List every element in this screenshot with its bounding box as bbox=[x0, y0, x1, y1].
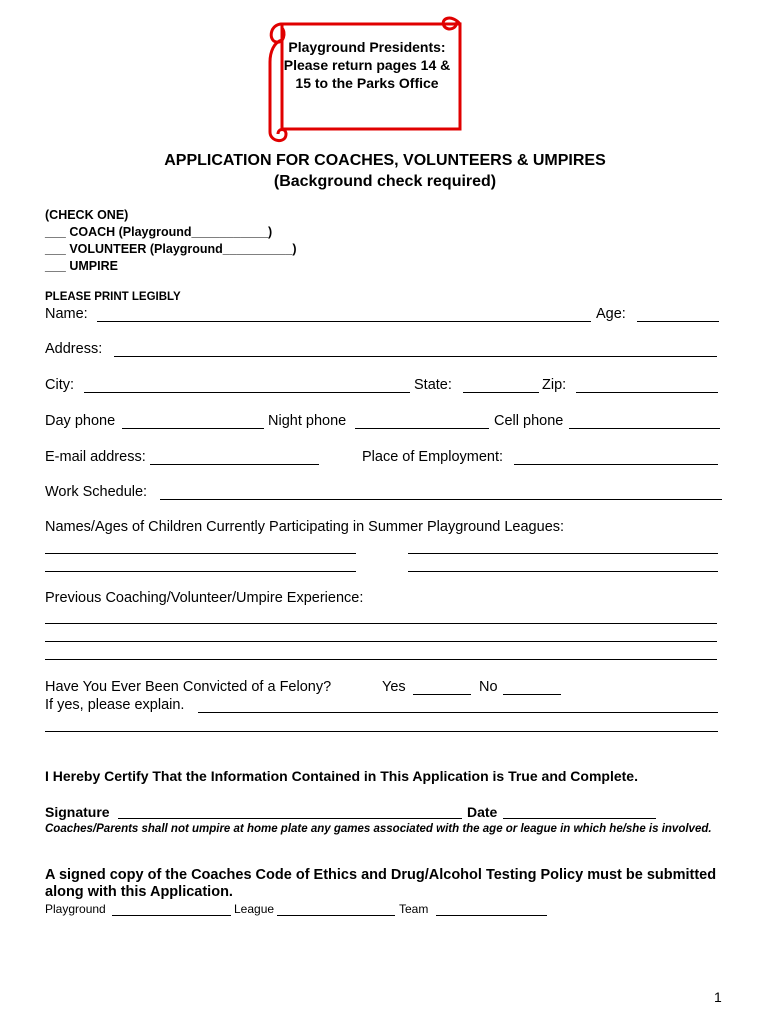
experience-field-3[interactable] bbox=[45, 659, 717, 660]
page-number: 1 bbox=[714, 989, 722, 1005]
playground-label: Playground bbox=[45, 902, 106, 916]
cell-phone-field[interactable] bbox=[569, 428, 720, 429]
city-field[interactable] bbox=[84, 392, 410, 393]
option-coach[interactable]: ___ COACH (Playground___________) bbox=[45, 225, 273, 239]
state-label: State: bbox=[414, 377, 452, 393]
email-field[interactable] bbox=[150, 464, 319, 465]
day-phone-label: Day phone bbox=[45, 413, 116, 429]
playground-field[interactable] bbox=[112, 915, 231, 916]
city-label: City: bbox=[45, 377, 74, 393]
work-schedule-label: Work Schedule: bbox=[45, 484, 148, 500]
banner-text: Playground Presidents: Please return pages 14 & 15 to the Parks Office bbox=[283, 39, 451, 91]
experience-label: Previous Coaching/Volunteer/Umpire Experience: bbox=[45, 590, 364, 606]
children-field-2[interactable] bbox=[408, 553, 718, 554]
ethics-note: A signed copy of the Coaches Code of Ethics and Drug/Alcohol Testing Policy must be submitted along with this Application. bbox=[45, 867, 717, 900]
date-label: Date bbox=[467, 804, 498, 820]
state-field[interactable] bbox=[463, 392, 539, 393]
address-label: Address: bbox=[45, 341, 103, 357]
certify-statement: I Hereby Certify That the Information Contained in This Application is True and Complete. bbox=[45, 768, 638, 784]
option-umpire[interactable]: ___ UMPIRE bbox=[45, 259, 118, 273]
felony-label: Have You Ever Been Convicted of a Felony? bbox=[45, 679, 332, 695]
signature-field[interactable] bbox=[118, 818, 462, 819]
day-phone-field[interactable] bbox=[122, 428, 264, 429]
league-label: League bbox=[234, 902, 275, 916]
email-label: E-mail address: bbox=[45, 449, 146, 465]
age-label: Age: bbox=[596, 306, 626, 322]
felony-no-label: No bbox=[479, 679, 498, 695]
option-volunteer[interactable]: ___ VOLUNTEER (Playground__________) bbox=[45, 242, 297, 256]
work-schedule-field[interactable] bbox=[160, 499, 722, 500]
name-field[interactable] bbox=[97, 321, 591, 322]
night-phone-label: Night phone bbox=[268, 413, 347, 429]
explain-field-2[interactable] bbox=[45, 731, 718, 732]
print-legibly-note: PLEASE PRINT LEGIBLY bbox=[45, 291, 181, 303]
umpire-note: Coaches/Parents shall not umpire at home plate any games associated with the age or league in which he/she is involved. bbox=[45, 823, 712, 835]
children-field-4[interactable] bbox=[408, 571, 718, 572]
employment-label: Place of Employment: bbox=[362, 449, 504, 465]
felony-yes-field[interactable] bbox=[413, 694, 471, 695]
age-field[interactable] bbox=[637, 321, 719, 322]
cell-phone-label: Cell phone bbox=[494, 413, 564, 429]
signature-label: Signature bbox=[45, 804, 110, 820]
experience-field-1[interactable] bbox=[45, 623, 717, 624]
team-field[interactable] bbox=[436, 915, 547, 916]
address-field[interactable] bbox=[114, 356, 717, 357]
team-label: Team bbox=[399, 902, 429, 916]
date-field[interactable] bbox=[503, 818, 656, 819]
night-phone-field[interactable] bbox=[355, 428, 489, 429]
name-label: Name: bbox=[45, 306, 88, 322]
explain-label: If yes, please explain. bbox=[45, 697, 185, 713]
felony-no-field[interactable] bbox=[503, 694, 561, 695]
form-subtitle: (Background check required) bbox=[273, 173, 497, 190]
employment-field[interactable] bbox=[514, 464, 718, 465]
check-one-heading: (CHECK ONE) bbox=[45, 208, 129, 222]
children-label: Names/Ages of Children Currently Participating in Summer Playground Leagues: bbox=[45, 519, 565, 535]
zip-field[interactable] bbox=[576, 392, 718, 393]
league-field[interactable] bbox=[277, 915, 395, 916]
experience-field-2[interactable] bbox=[45, 641, 717, 642]
form-title: APPLICATION FOR COACHES, VOLUNTEERS & UMPIRES bbox=[164, 152, 606, 169]
children-field-3[interactable] bbox=[45, 571, 356, 572]
felony-yes-label: Yes bbox=[382, 679, 406, 695]
children-field-1[interactable] bbox=[45, 553, 356, 554]
zip-label: Zip: bbox=[542, 377, 567, 393]
explain-field-1[interactable] bbox=[198, 712, 718, 713]
